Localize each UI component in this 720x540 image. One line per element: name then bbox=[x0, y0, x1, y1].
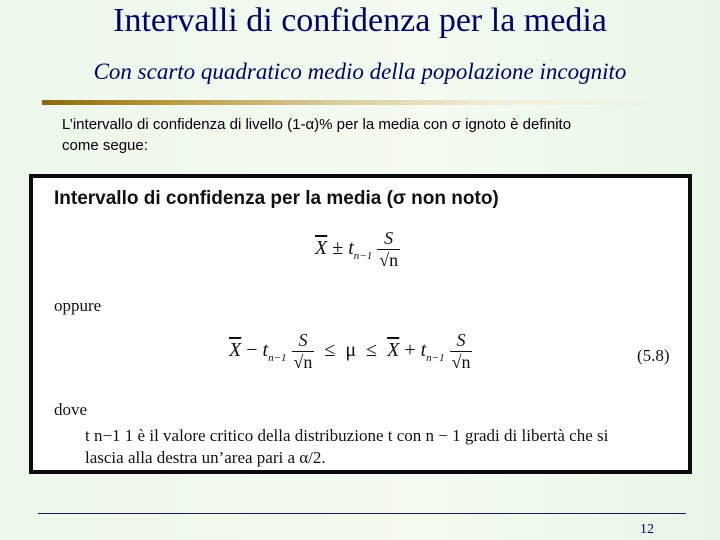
intro-line-2: come segue: bbox=[62, 137, 148, 154]
equation-number: (5.8) bbox=[637, 346, 670, 365]
formula2-denominator-left: √n bbox=[293, 352, 313, 372]
box-heading: Intervallo di confidenza per la media (σ non noto) bbox=[54, 188, 499, 209]
formula1-x: $\overline{X}$ bbox=[315, 237, 328, 260]
explanation-line-2: lascia alla destra un’area pari a α/2. bbox=[85, 448, 326, 467]
formula1-fraction bbox=[377, 228, 400, 271]
formula2-left-x: $\overline{X}$ bbox=[229, 339, 242, 362]
formula2-numerator-right: S bbox=[456, 330, 466, 350]
oppure-label: oppure bbox=[54, 296, 102, 315]
formula2-right-x: $\overline{X}$ bbox=[387, 339, 400, 362]
formula2-t-sub-left: n−1 bbox=[268, 352, 287, 365]
formula2-mu: μ bbox=[345, 339, 357, 362]
formula2-fraction-left bbox=[292, 330, 315, 373]
formula-2 bbox=[229, 330, 472, 373]
formula2-plus: + bbox=[404, 339, 416, 362]
formula2-minus: − bbox=[246, 339, 258, 362]
formula2-le-1: ≤ bbox=[324, 339, 336, 362]
page-title: Intervalli di confidenza per la media bbox=[113, 2, 607, 39]
formula2-t-sub-right: n−1 bbox=[426, 352, 445, 365]
formula-box bbox=[29, 174, 692, 474]
explanation-line-1: t n−1 1 è il valore critico della distribuzione t con n − 1 gradi di libertà che si bbox=[85, 426, 609, 445]
formula-box-inner bbox=[33, 178, 688, 470]
formula2-t-right: t bbox=[420, 339, 427, 362]
formula-1 bbox=[315, 228, 400, 271]
footer-rule bbox=[38, 513, 686, 514]
page-subtitle: Con scarto quadratico medio della popolazione incognito bbox=[93, 59, 627, 84]
formula2-numerator-left: S bbox=[298, 330, 308, 350]
formula2-fraction-right bbox=[450, 330, 473, 373]
page-number: 12 bbox=[640, 522, 654, 537]
intro-text bbox=[62, 114, 702, 156]
formula1-t: t bbox=[348, 237, 354, 260]
decorative-rule bbox=[42, 100, 682, 105]
intro-line-1: L’intervallo di confidenza di livello (1-α)% per la media con σ ignoto è definito bbox=[62, 116, 572, 133]
formula1-denominator: √n bbox=[379, 250, 399, 270]
formula2-denominator-right: √n bbox=[451, 352, 471, 372]
dove-label: dove bbox=[54, 400, 88, 419]
formula1-pm: ± bbox=[332, 237, 344, 260]
formula1-t-sub: n−1 bbox=[353, 250, 373, 263]
formula2-le-2: ≤ bbox=[366, 339, 378, 362]
formula1-numerator: S bbox=[384, 228, 394, 248]
formula2-t-left: t bbox=[262, 339, 269, 362]
